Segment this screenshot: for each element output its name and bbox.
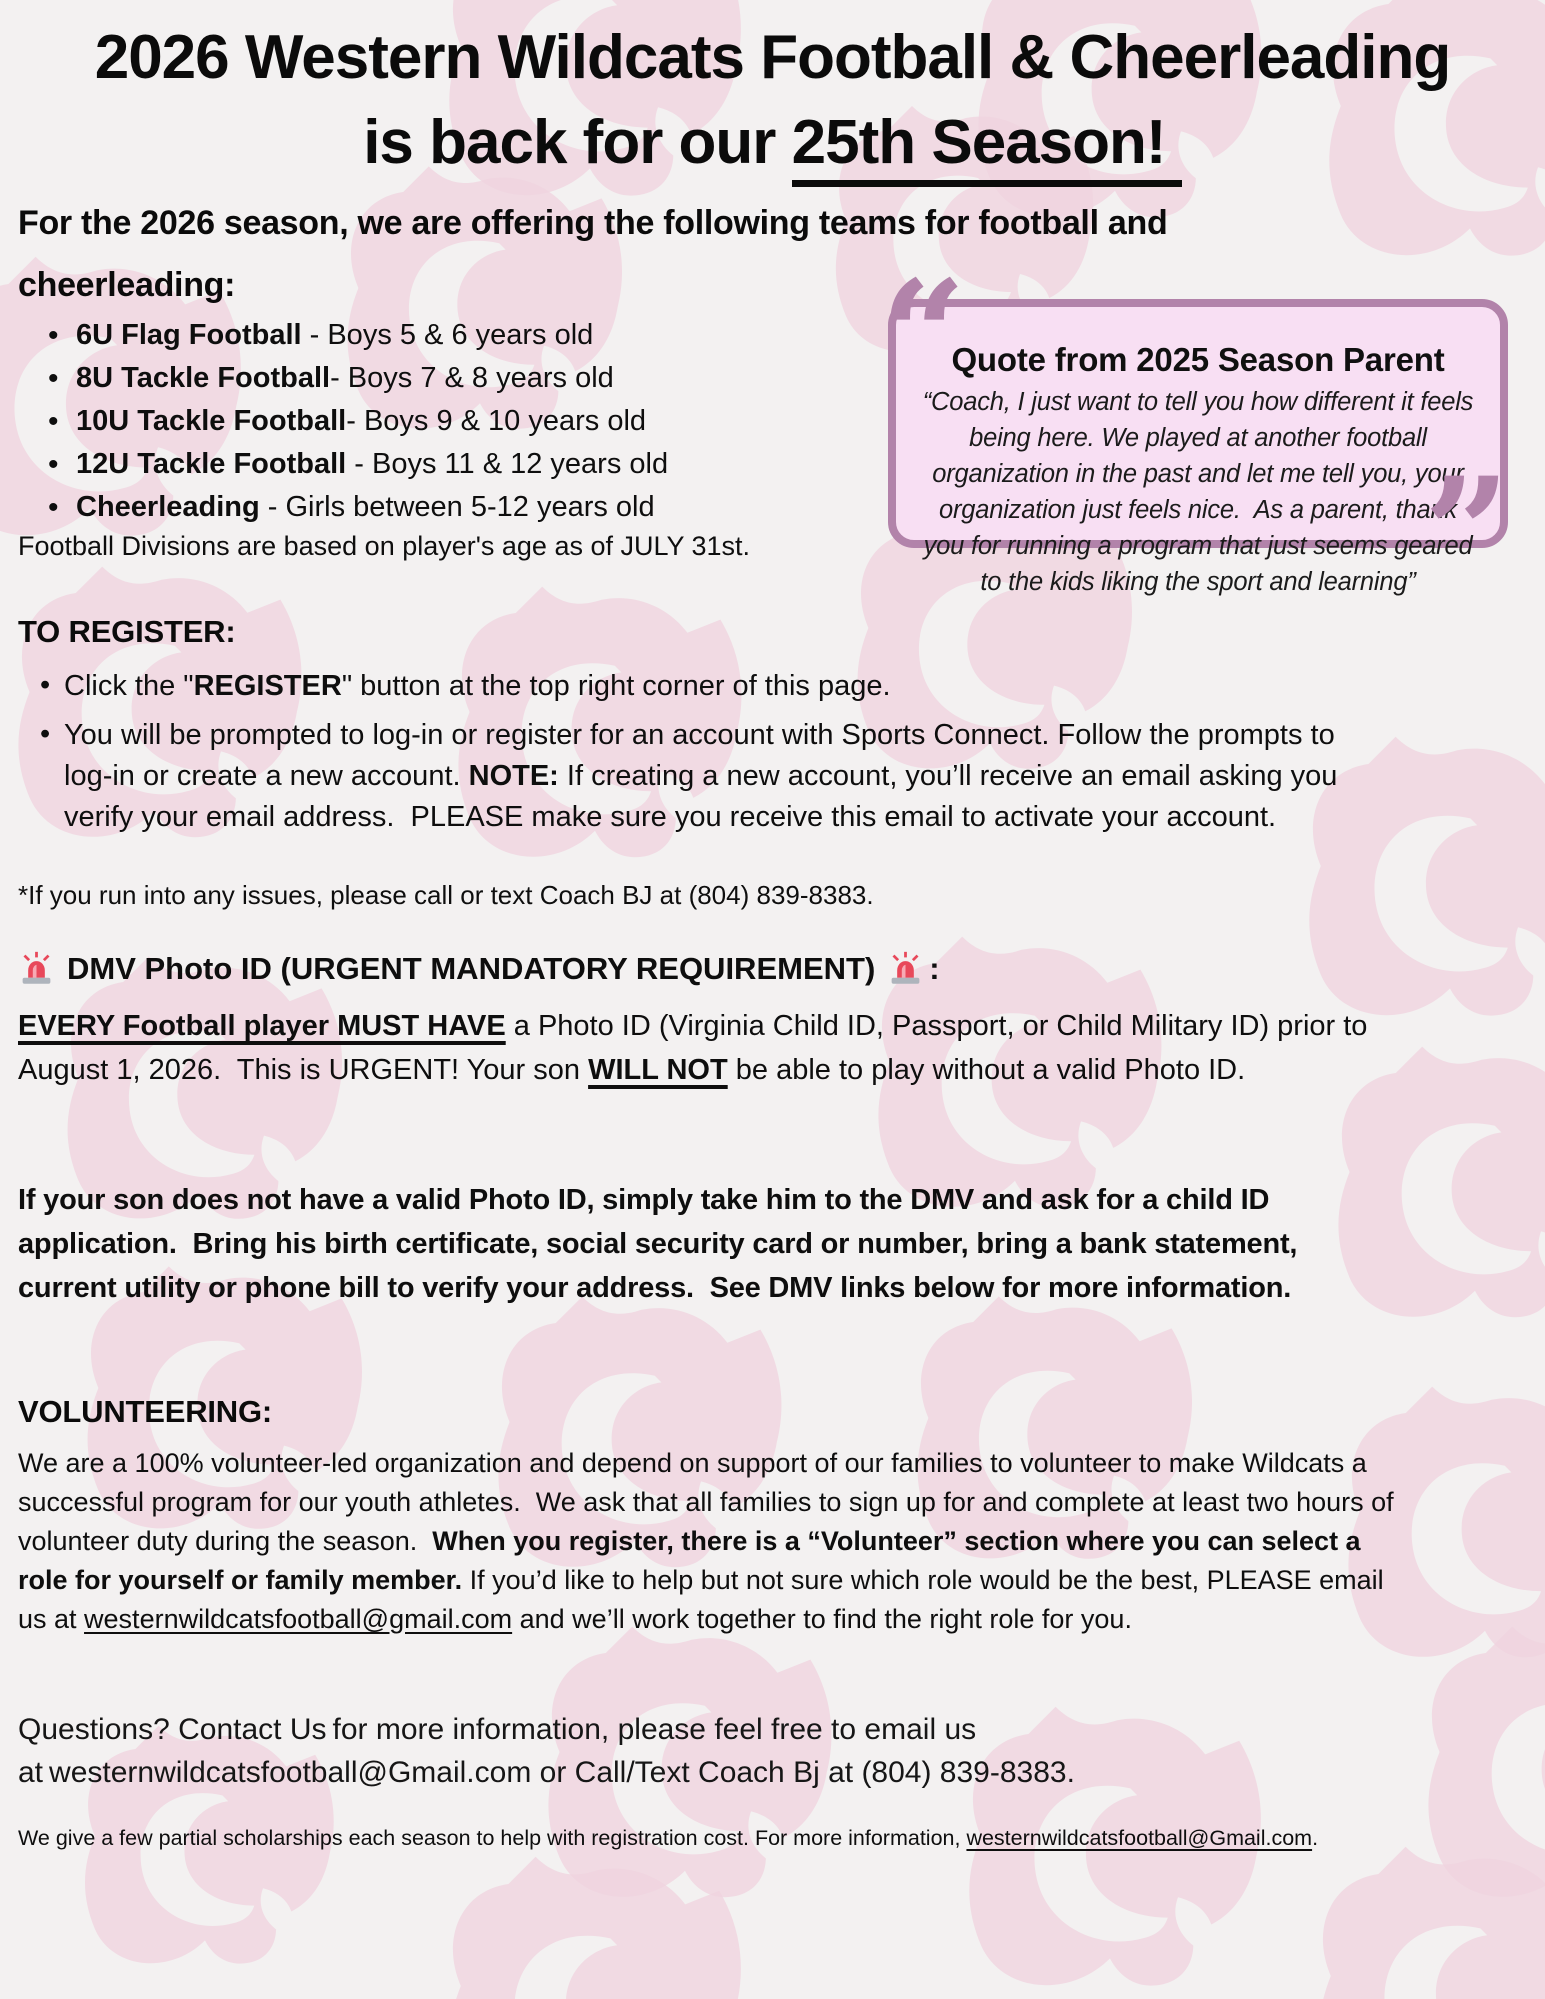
list-item-cheerleading <box>18 486 668 529</box>
dmv-will-not: WILL NOT <box>588 1054 728 1086</box>
team-sep: - <box>330 362 348 394</box>
page-title-line1: 2026 Western Wildcats Football & Cheerleading <box>94 23 1451 92</box>
quote-title: Quote from 2025 Season Parent <box>951 341 1445 378</box>
intro-heading-line2: cheerleading: <box>18 266 236 305</box>
intro-heading-line1: For the 2026 season, we are offering the following teams for football and <box>18 204 1168 242</box>
step2-pre: You will be prompted to log-in or register for an account with Sports Connect. Follow the prompts to log-in or create a new account. <box>64 719 1335 792</box>
dmv-paragraph-2: If your son does not have a valid Photo ID, simply take him to the DMV and ask for a child ID application. Bring his birth certificate, social security card or number, bring a bank statement, current utility or phone bill to verify your address. See DMV links below for more information. <box>18 1184 1298 1304</box>
team-name: 10U Tackle Football <box>76 405 347 437</box>
team-name: 6U Flag Football <box>76 319 302 351</box>
footer-email-link[interactable]: westernwildcatsfootball@Gmail.com <box>966 1826 1313 1850</box>
team-sep: - <box>346 448 372 480</box>
team-sep: - <box>259 491 286 523</box>
team-sep: - <box>301 319 328 351</box>
register-steps-list <box>18 666 1338 846</box>
volunteering-paragraph <box>18 1444 1413 1639</box>
team-desc: Girls between 5-12 years old <box>285 491 655 523</box>
team-sep: - <box>346 405 364 437</box>
footer-post: . <box>1312 1826 1319 1850</box>
team-desc: Boys 5 & 6 years old <box>327 319 594 351</box>
page-title <box>18 16 1527 186</box>
dmv-p1-mid: a Photo ID (Virginia Child ID, Passport, or Child Military ID) prior to August 1, 2026. This is URGENT! Your son <box>18 1010 1368 1086</box>
list-item-register-step2 <box>18 715 1338 838</box>
contact-paragraph: Questions? Contact Us for more information, please feel free to email us at westernwildcatsfootball@Gmail.com or Call/Text Coach Bj at (804) 839-8383. <box>18 1713 1075 1789</box>
footer-pre: We give a few partial scholarships each season to help with registration cost. For more information, <box>18 1826 967 1850</box>
dmv-p1-end: be able to play without a valid Photo ID. <box>727 1054 1246 1086</box>
siren-icon <box>18 950 55 987</box>
note-label: NOTE: <box>468 760 559 792</box>
dmv-heading <box>18 950 940 987</box>
vol-bold: When you register, there is a “Volunteer” section where you can select a role for yourself or family member. <box>18 1526 1361 1595</box>
dmv-heading-text: DMV Photo ID (URGENT MANDATORY REQUIREMENT) <box>67 950 876 986</box>
step2-post: If creating a new account, you’ll receive an email asking you verify your email address. PLEASE make sure you receive this email to activate your account. <box>64 760 1338 833</box>
close-quote-icon: ” <box>1423 445 1510 621</box>
page-title-season-underlined: 25th Season! <box>792 108 1182 187</box>
vol-pre: We are a 100% volunteer-led organization and depend on support of our families to volunteer to make Wildcats a successful program for our youth athletes. We ask that all families to sign up for and complete at least two hours of volunteer duty during the season. <box>18 1448 1394 1556</box>
vol-mid: If you’d like to help but not sure which role would be the best, PLEASE email us at <box>18 1565 1384 1634</box>
intro-heading <box>18 192 1167 316</box>
siren-icon <box>887 950 924 987</box>
parent-quote-box <box>880 248 1510 621</box>
team-name: 8U Tackle Football <box>76 362 331 394</box>
list-item-register-step1 <box>18 666 1338 707</box>
dmv-heading-colon: : <box>929 950 940 986</box>
register-footnote: *If you run into any issues, please call or text Coach BJ at (804) 839-8383. <box>18 880 874 910</box>
scholarship-footnote <box>18 1826 1318 1851</box>
team-desc: Boys 9 & 10 years old <box>363 405 647 437</box>
register-button-word: REGISTER <box>193 670 342 702</box>
list-item-8u-tackle <box>18 357 668 400</box>
step1-pre: Click the " <box>64 670 194 702</box>
dmv-must-have: EVERY Football player MUST HAVE <box>18 1010 506 1042</box>
page-title-line2-prefix: is back for our <box>363 107 792 177</box>
teams-list <box>18 314 668 529</box>
register-heading: TO REGISTER: <box>18 614 236 649</box>
vol-end: and we’ll work together to find the right role for you. <box>512 1604 1132 1634</box>
list-item-12u-tackle <box>18 443 668 486</box>
team-desc: Boys 7 & 8 years old <box>347 362 614 394</box>
divisions-note: Football Divisions are based on player's age as of JULY 31st. <box>18 531 751 561</box>
team-name: 12U Tackle Football <box>76 448 347 480</box>
list-item-10u-tackle <box>18 400 668 443</box>
team-name: Cheerleading <box>76 491 260 523</box>
dmv-paragraph-1 <box>18 1004 1403 1092</box>
list-item-6u-flag <box>18 314 668 357</box>
open-quote-icon: “ <box>880 248 967 424</box>
volunteering-heading: VOLUNTEERING: <box>18 1394 273 1429</box>
team-desc: Boys 11 & 12 years old <box>372 448 669 480</box>
quote-body: “Coach, I just want to tell you how different it feels being here. We played at another football organization in the past and let me tell you, your organization just feels nice. As a parent, thank you for running a program that just seems geared to the kids liking the sport and learning” <box>922 388 1474 596</box>
step1-post: " button at the top right corner of this page. <box>341 670 891 702</box>
volunteer-email-link[interactable]: westernwildcatsfootball@gmail.com <box>84 1604 513 1634</box>
